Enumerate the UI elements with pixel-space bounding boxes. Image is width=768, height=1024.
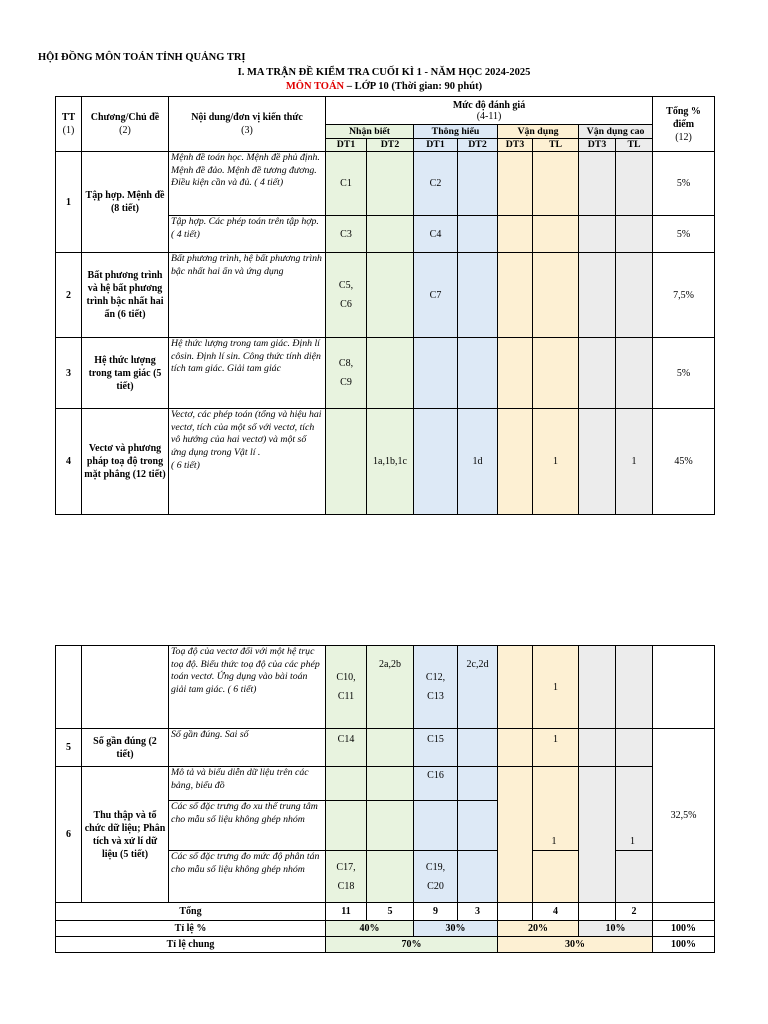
th-dt2-cell [458,253,498,338]
nb-dt2-cell [367,851,414,903]
vdc-dt3-cell [579,646,616,729]
chapter-cell: Tập hợp. Mệnh đề (8 tiết) [82,152,169,253]
header-nhan-biet: Nhận biết [326,125,414,139]
general-total: 100% [653,937,715,953]
percent-total: 100% [653,921,715,937]
percent-vd: 20% [498,921,579,937]
table-row [56,646,715,729]
vdc-dt3-cell [579,767,616,903]
th-dt2-cell [458,216,498,253]
vdc-tl-cell: 1 [616,409,653,515]
th-dt2-cell [458,152,498,216]
nb-dt1-cell [326,409,367,515]
vd-dt3-cell [498,253,533,338]
subject-name: MÔN TOÁN [285,81,345,92]
th-dt2-cell [458,851,498,903]
header-nb-dt1: DT1 [326,139,367,152]
nb-dt1-cell: C1 [326,152,367,216]
th-dt2-cell [458,801,498,851]
vdc-dt3-cell [579,152,616,216]
nb-dt1-cell: C8, C9 [326,338,367,409]
nb-dt2-cell [367,216,414,253]
th-dt1-cell [414,338,458,409]
percent-vdc: 10% [579,921,653,937]
vd-dt3-cell [498,338,533,409]
vd-tl-cell [533,152,579,216]
table-row [56,338,715,409]
total-vd-dt3 [498,903,533,921]
chapter-cell: Bất phương trình và hệ bất phương trình bậc nhất hai ẩn (6 tiết) [82,253,169,338]
document-subtitle [0,81,768,92]
matrix-table-part2 [55,645,715,953]
header-vdc-dt3: DT3 [579,139,616,152]
percent-nb: 40% [326,921,414,937]
table-row [56,253,715,338]
vdc-tl-cell [616,729,653,767]
general-row [56,937,715,953]
chapter-cell: Số gần đúng (2 tiết) [82,729,169,767]
totals-row [56,903,715,921]
vdc-dt3-cell [579,409,616,515]
nb-dt1-cell: C3 [326,216,367,253]
document-title: I. MA TRẬN ĐỀ KIỂM TRA CUỐI KÌ 1 - NĂM HỌC 2024-2025 [237,67,531,78]
chapter-cell: Thu thập và tổ chức dữ liệu; Phân tích và xử lí dữ liệu (5 tiết) [82,767,169,903]
total-th2: 3 [458,903,498,921]
th-dt2-cell [458,767,498,801]
vd-tl-cell: 1 [533,729,579,767]
th-dt2-cell [458,338,498,409]
chapter-cell: Hệ thức lượng trong tam giác (5 tiết) [82,338,169,409]
row-number: 6 [56,767,82,903]
th-dt1-cell: C12, C13 [414,646,458,729]
total-vdc-tl: 2 [616,903,653,921]
header-thong-hieu: Thông hiểu [414,125,498,139]
total-cell: 45% [653,409,715,515]
th-dt2-cell [458,729,498,767]
vdc-tl-cell [616,253,653,338]
total-cell: 5% [653,338,715,409]
content-cell: Hệ thức lượng trong tam giác. Định lí côsin. Định lí sin. Công thức tính diện tích tam giác. Giải tam giác [169,338,326,409]
vd-dt3-cell [498,767,533,903]
nb-dt1-cell: C14 [326,729,367,767]
content-cell: Vectơ, các phép toán (tổng và hiệu hai vectơ, tích của một số với vectơ, tích vô hướng của hai vectơ) và một số ứng dụng trong Vật lí . ( 6 tiết) [169,409,326,515]
th-dt1-cell [414,409,458,515]
nb-dt1-cell [326,801,367,851]
nb-dt2-cell [367,338,414,409]
vdc-tl-cell [616,152,653,216]
nb-dt2-cell: 2a,2b [367,646,414,729]
matrix-table-part1 [55,96,715,515]
th-dt1-cell: C16 [414,767,458,801]
chapter-cell [82,646,169,729]
table-row [56,409,715,515]
vd-tl-cell [533,253,579,338]
th-dt2-cell: 1d [458,409,498,515]
total-vdc-dt3 [579,903,616,921]
header-vd-tl: TL [533,139,579,152]
header-chapter: Chương/Chủ đề (2) [82,97,169,152]
vdc-dt3-cell [579,729,616,767]
content-cell: Tập hợp. Các phép toán trên tập hợp. ( 4 tiết) [169,216,326,253]
nb-dt2-cell [367,152,414,216]
total-nb1: 11 [326,903,367,921]
th-dt1-cell: C2 [414,152,458,216]
row-number: 4 [56,409,82,515]
vdc-tl-cell [616,338,653,409]
content-cell: Các số đặc trưng đo mức độ phân tán cho mẫu số liệu không ghép nhóm [169,851,326,903]
vd-dt3-cell [498,216,533,253]
r6-vdc-tl-value: 1 [630,836,635,847]
total-vd-tl: 4 [533,903,579,921]
vdc-dt3-cell [579,338,616,409]
header-nb-dt2: DT2 [367,139,414,152]
nb-dt2-cell [367,253,414,338]
th-dt1-cell: C15 [414,729,458,767]
nb-dt2-cell: 1a,1b,1c [367,409,414,515]
content-cell: Mô tả và biểu diễn dữ liệu trên các bảng, biểu đồ [169,767,326,801]
vd-dt3-cell [498,152,533,216]
subtitle-rest: – LỚP 10 (Thời gian: 90 phút) [344,81,483,92]
total-nb2: 5 [367,903,414,921]
content-cell: Toạ độ của vectơ đối với một hệ trục toạ độ. Biểu thức toạ độ của các phép toán vectơ. Ứng dụng vào bài toán giải tam giác. ( 6 tiết) [169,646,326,729]
content-cell: Các số đặc trưng đo xu thế trung tâm cho mẫu số liệu không ghép nhóm [169,801,326,851]
general-label: Tỉ lệ chung [56,937,326,953]
nb-dt2-cell [367,801,414,851]
row-number: 1 [56,152,82,253]
vd-dt3-cell [498,409,533,515]
row-number: 5 [56,729,82,767]
vdc-dt3-cell [579,253,616,338]
nb-dt2-cell [367,767,414,801]
nb-dt1-cell: C10, C11 [326,646,367,729]
content-cell: Số gần đúng. Sai số [169,729,326,767]
th-dt1-cell: C19, C20 [414,851,458,903]
vd-dt3-cell [498,646,533,729]
vdc-tl-cell-lower [616,851,653,903]
th-dt2-cell: 2c,2d [458,646,498,729]
nb-dt2-cell [367,729,414,767]
header-th-dt1: DT1 [414,139,458,152]
table-row [56,767,715,801]
table-row [56,152,715,216]
vd-dt3-cell [498,729,533,767]
vd-tl-cell: 1 [533,409,579,515]
percent-label: Tỉ lệ % [56,921,326,937]
table-row [56,729,715,767]
header-th-dt2: DT2 [458,139,498,152]
th-dt1-cell: C7 [414,253,458,338]
vd-tl-cell: 1 [533,646,579,729]
nb-dt1-cell: C5, C6 [326,253,367,338]
header-content: Nội dung/đơn vị kiến thức (3) [169,97,326,152]
vdc-tl-cell [616,216,653,253]
row-number: 2 [56,253,82,338]
th-dt1-cell: C4 [414,216,458,253]
nb-dt1-cell: C17, C18 [326,851,367,903]
totals-label: Tổng [56,903,326,921]
chapter-cell: Vectơ và phương pháp toạ độ trong mặt phẳng (12 tiết) [82,409,169,515]
total-th1: 9 [414,903,458,921]
header-tt: TT (1) [56,97,82,152]
general-a: 70% [326,937,498,953]
vd-tl-cell [533,216,579,253]
percent-row [56,921,715,937]
row-number: 3 [56,338,82,409]
header-level: Mức độ đánh giá (4-11) [326,97,653,125]
content-cell: Mệnh đề toán học. Mệnh đề phủ định. Mệnh đề đảo. Mệnh đề tương đương. Điều kiện cần và đủ. ( 4 tiết) [169,152,326,216]
total-cell: 32,5% [653,729,715,903]
vdc-dt3-cell [579,216,616,253]
header-vdc-tl: TL [616,139,653,152]
content-cell: Bất phương trình, hệ bất phương trình bậc nhất hai ẩn và ứng dụng [169,253,326,338]
total-cell: 7,5% [653,253,715,338]
header-total: Tổng % điểm (12) [653,97,715,152]
total-cell [653,646,715,729]
total-cell: 5% [653,216,715,253]
general-b: 30% [498,937,653,953]
r6-vd-tl-value: 1 [551,836,557,847]
row-number [56,646,82,729]
vdc-tl-cell [616,646,653,729]
header-van-dung: Vận dụng [498,125,579,139]
total-cell: 5% [653,152,715,216]
header-van-dung-cao: Vận dụng cao [579,125,653,139]
percent-th: 30% [414,921,498,937]
org-name: HỘI ĐỒNG MÔN TOÁN TỈNH QUẢNG TRỊ [38,52,246,63]
vd-tl-cell-lower [533,851,579,903]
total-total [653,903,715,921]
header-vd-dt3: DT3 [498,139,533,152]
th-dt1-cell [414,801,458,851]
nb-dt1-cell [326,767,367,801]
vd-tl-cell [533,338,579,409]
